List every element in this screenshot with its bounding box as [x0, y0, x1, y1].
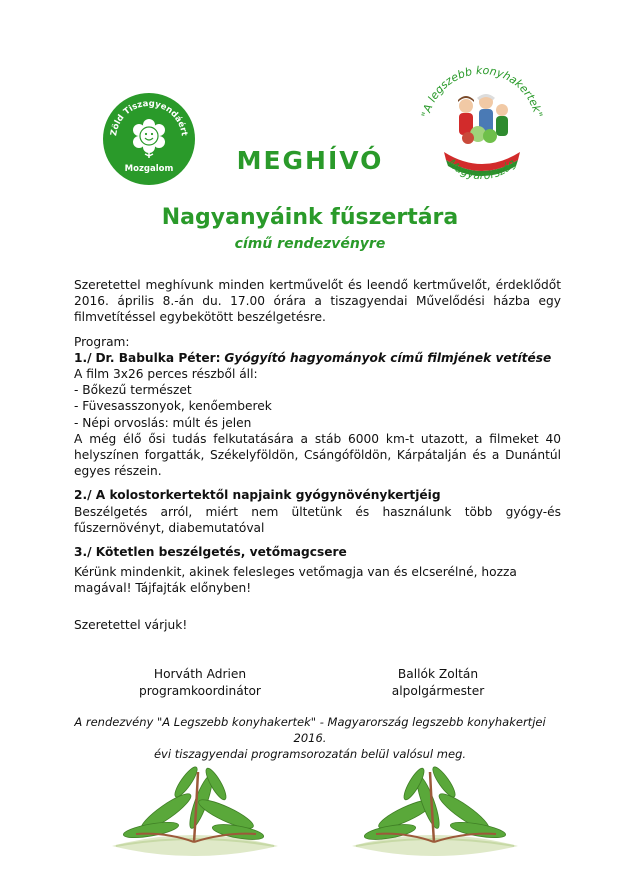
signature-role: programkoordinátor	[139, 684, 261, 698]
event-title: Nagyanyáink fűszertára	[161, 205, 459, 230]
signature-name: Ballók Zoltán	[397, 667, 479, 681]
program-item-1-speaker: Dr. Babulka Péter:	[95, 350, 221, 365]
logo-right-text-bottom: Magyarország	[445, 156, 519, 183]
signature-block-right	[338, 666, 538, 700]
logo-right-text-top: "A legszebb konyhakertek"	[419, 63, 545, 119]
invitation-body	[74, 277, 561, 633]
program-item-1-title: Gyógyító hagyományok című filmjének vetítése	[224, 350, 552, 365]
film-part: - Bőkezű természet	[74, 383, 192, 398]
program-item-1-number: 1./	[74, 350, 92, 365]
program-item-1-description: A még élő ősi tudás felkutatására a stáb 6000 km-t utazott, a filmeket 40 helyszínen forgatták, Székelyföldön, Csángóföldön, Kárpátalján és a Dunántúl egyes részein.	[74, 431, 561, 479]
footer-line-2: évi tiszagyendai programsorozatán belül valósul meg.	[153, 747, 467, 761]
program-item-3-heading: 3./ Kötetlen beszélgetés, vetőmagcsere	[74, 545, 347, 560]
program-label: Program:	[74, 334, 130, 349]
signature-role: alpolgármester	[391, 684, 485, 698]
program-item-2-heading: 2./ A kolostorkertektől napjaink gyógynövénykertjéig	[74, 488, 441, 503]
event-subtitle: című rendezvényre	[234, 236, 386, 252]
program-item-2-description: Beszélgetés arról, miért nem ültetünk és használunk több gyógy-és fűszernövényt, diabemutatóval	[74, 504, 561, 535]
purslane-herb-image-right	[346, 742, 522, 870]
signature-name: Horváth Adrien	[153, 667, 247, 681]
logo-left-text-bottom: Mozgalom	[124, 164, 174, 174]
intro-paragraph: Szeretettel meghívunk minden kertművelőt és leendő kertművelőt, érdeklődőt 2016. április 8.-án du. 17.00 órára a tiszagyendai Művelődési házba egy filmvetítéssel egybekötött beszélgetésre.	[74, 278, 561, 325]
invitation-heading: MEGHÍVÓ	[236, 146, 384, 175]
film-intro: A film 3x26 perces részből áll:	[74, 367, 258, 382]
film-part: - Füvesasszonyok, kenőemberek	[74, 399, 272, 414]
purslane-herb-image-left	[106, 742, 282, 870]
footer-line-1: A rendezvény "A Legszebb konyhakertek" - Magyarország legszebb konyhakertjei 2016.	[74, 715, 546, 745]
gardeners-illustration	[458, 95, 508, 144]
closing-line: Szeretettel várjuk!	[74, 617, 188, 632]
program-item-1-heading	[74, 350, 561, 366]
program-item-3-description: Kérünk mindenkit, akinek felesleges vetőmagja van és elcserélné, hozza magával! Tájfajták előnyben!	[74, 565, 517, 596]
logo-left-text-top: Zöld Tiszagyendáért	[109, 98, 189, 137]
signature-block-left	[100, 666, 300, 700]
film-part: - Népi orvoslás: múlt és jelen	[74, 415, 252, 430]
